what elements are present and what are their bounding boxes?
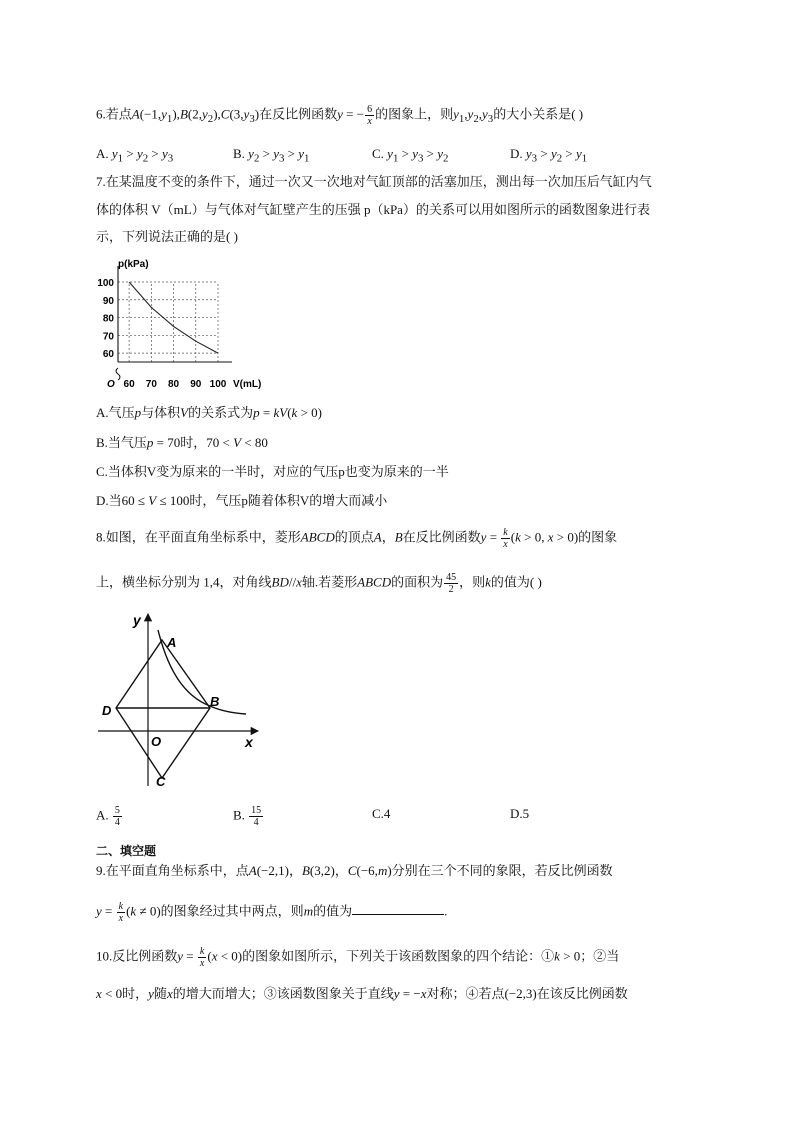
q8-line2: 上，横坐标分别为 1,4，对角线BD//x轴.若菱形ABCD的面积为 $\frac{45}{2}$ ，则k的值为( ) <box>96 572 542 595</box>
y-axis-label: p(kPa) <box>118 259 149 270</box>
label-a: A <box>167 635 177 650</box>
q8-option-a[interactable]: A. $\frac{5}{4}$ <box>96 805 120 828</box>
y-tick-label: 70 <box>102 331 114 343</box>
q8-line1: 8.如图，在平面直角坐标系中，菱形ABCD的顶点A，B在反比例函数y = $\frac{k}{x}$ (k > 0, x > 0)的图象 <box>96 527 618 550</box>
q7-line3: 示，下列说法正确的是( ) <box>96 229 238 244</box>
label-c: C <box>156 774 166 788</box>
q7-option-b[interactable]: B.当气压p = 70时，70 < V < 80 <box>96 435 268 450</box>
q6-option-b[interactable]: B. $y_2 > y_3 > y_1$ <box>233 146 310 165</box>
label-b: B <box>210 694 220 709</box>
q6-stem: 6.若点$A(-1,y_1),B(2,y_2),C(3,y_3)$在反比例函数y = − $\frac{6}{x}$ 的图象上，则$y_1,y_2,y_3$的大小关系是( ) <box>96 104 584 127</box>
label-d: D <box>102 703 112 718</box>
chart-axes <box>116 266 232 380</box>
x-tick-label: 60 <box>123 379 135 390</box>
q7-line2: 体的体积 V（mL）与气体对气缸壁产生的压强 p（kPa）的关系可以用如图所示的函数图象进行表 <box>96 202 650 217</box>
q8-option-b[interactable]: B. $\frac{15}{4}$ <box>233 805 262 828</box>
q10-line1: 10.反比例函数y = $\frac{k}{x}$ (x < 0)的图象如图所示，下列关于该函数图象的四个结论：①k > 0；②当 <box>96 946 620 969</box>
answer-blank[interactable] <box>352 902 444 915</box>
rhombus-figure <box>96 608 266 788</box>
origin-label: O <box>107 379 115 390</box>
q10-line2: x < 0时，y随x的增大而增大；③该函数图象关于直线y = −x对称；④若点(−2,3)在该反比例函数 <box>96 986 628 1001</box>
section-heading: 二、填空题 <box>96 844 157 858</box>
q7-option-a[interactable]: A.气压p与体积V的关系式为p = kV(k > 0) <box>96 405 322 420</box>
q8-option-d[interactable]: D.5 <box>510 806 530 821</box>
y-tick-label: 60 <box>102 349 114 361</box>
x-tick-label: 80 <box>167 379 180 390</box>
q6-option-d[interactable]: D. $y_3 > y_2 > y_1$ <box>510 146 588 165</box>
q6-text: 在反比例函数 <box>259 106 338 122</box>
x-axis-label: V(mL) <box>233 379 262 390</box>
q9-line1: 9.在平面直角坐标系中，点A(−2,1)，B(3,2)，C(−6,m)分别在三个不同的象限，若反比例函数 <box>96 863 613 878</box>
q6-text: 的图象上，则 <box>375 106 454 122</box>
label-o: O <box>151 734 162 749</box>
x-tick-label: 70 <box>145 379 157 390</box>
axis-break <box>116 368 120 380</box>
pv-chart <box>96 254 266 396</box>
label-y: y <box>133 612 141 628</box>
q7-option-c[interactable]: C.当体积V变为原来的一半时，对应的气压p也变为原来的一半 <box>96 464 449 479</box>
q6-option-a[interactable]: A. $y_1 > y_2 > y_3$ <box>96 146 174 165</box>
x-tick-label: 90 <box>190 379 202 390</box>
label-x: x <box>245 734 253 750</box>
y-tick-label: 100 <box>97 278 114 289</box>
q6-text: 6.若点 <box>96 106 132 122</box>
q6-option-c[interactable]: C. $y_1 > y_3 > y_2$ <box>372 146 449 165</box>
y-tick-label: 90 <box>102 295 114 307</box>
y-tick-label: 80 <box>102 313 114 325</box>
rhombus <box>116 640 210 778</box>
x-tick-label: 100 <box>209 379 227 390</box>
q8-option-c[interactable]: C.4 <box>372 806 391 821</box>
q7-option-d[interactable]: D.当60 ≤ V ≤ 100时，气压p随着体积V的增大而减小 <box>96 493 388 508</box>
q7-line1: 7.在某温度不变的条件下，通过一次又一次地对气缸顶部的活塞加压，测出每一次加压后气缸内气 <box>96 174 652 189</box>
q9-line2: y = $\frac{k}{x}$ (k ≠ 0)的图象经过其中两点，则m的值为 . <box>96 901 448 924</box>
q6-text: 的大小关系是( ) <box>493 106 584 122</box>
